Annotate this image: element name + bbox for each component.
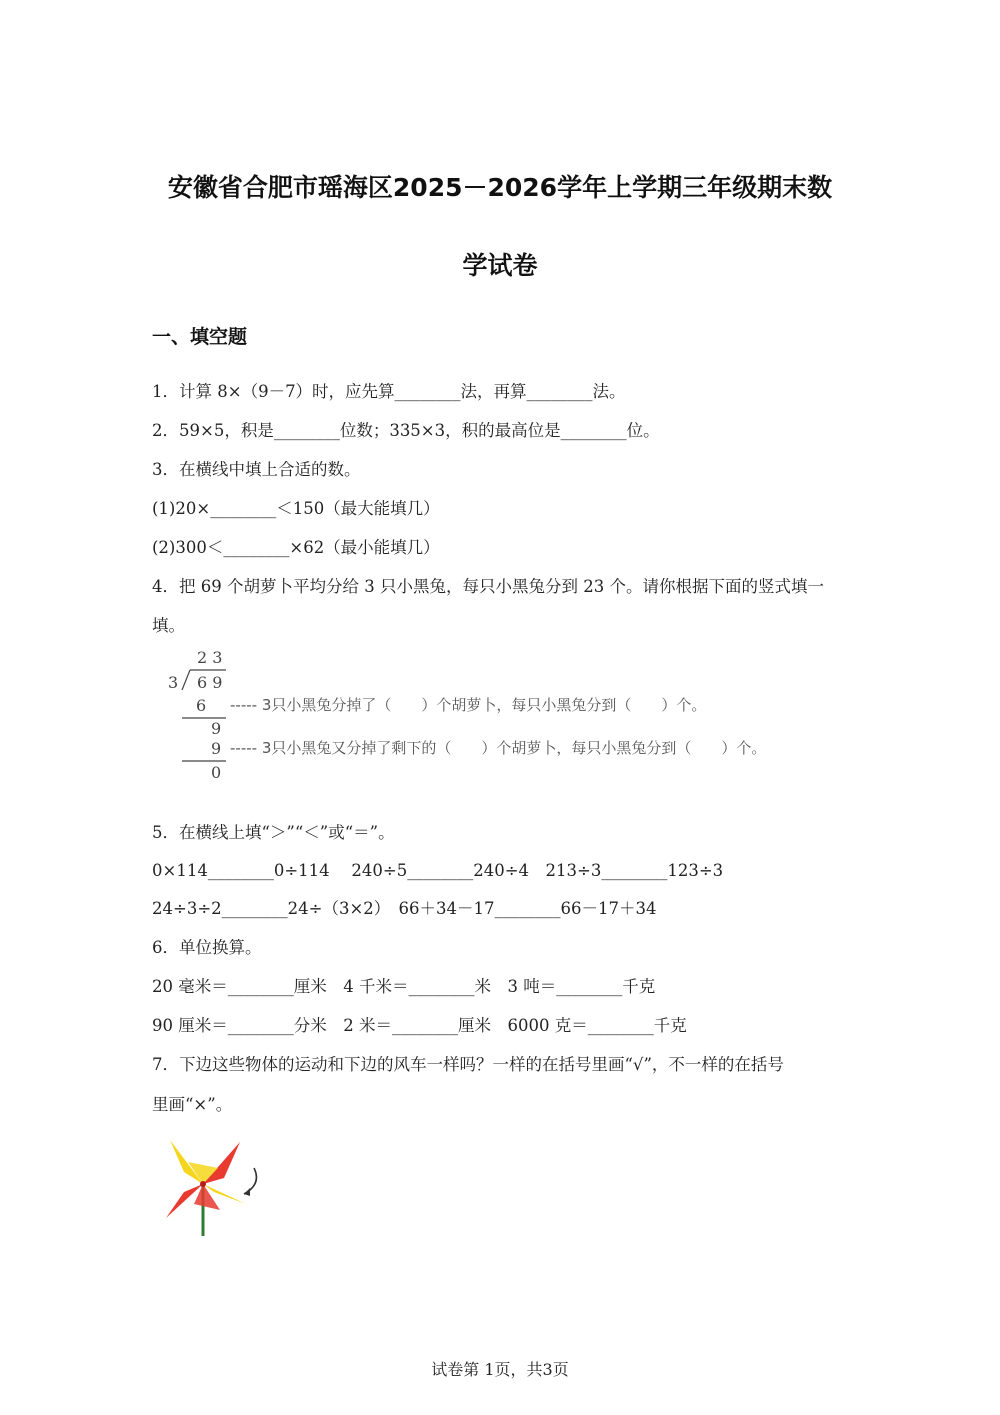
- section-heading-fill-blank: 一、填空题: [152, 326, 248, 348]
- dividend: 6 9: [197, 673, 223, 692]
- page-footer: 试卷第 1页，共3页: [431, 1360, 569, 1379]
- question-7-continued: 里画“×”。: [152, 1095, 233, 1114]
- long-division-figure: [160, 640, 880, 790]
- question-3-part-1: (1)20×________＜150（最大能填几）: [152, 499, 440, 518]
- question-6-row-1: 20 毫米＝________厘米 4 千米＝________米 3 吨＝________千克: [152, 977, 656, 996]
- subtraction-step-2: 9: [211, 739, 222, 758]
- question-1: 1．计算 8×（9－7）时，应先算________法，再算________法。: [152, 382, 626, 401]
- question-6-row-2: 90 厘米＝________分米 2 米＝________厘米 6000 克＝________千克: [152, 1016, 687, 1035]
- question-3: 3．在横线中填上合适的数。: [152, 460, 361, 479]
- final-remainder: 0: [211, 763, 222, 782]
- pinwheel-image: [158, 1132, 268, 1242]
- subtraction-step-1: 6: [196, 696, 207, 715]
- question-3-part-2: (2)300＜________×62（最小能填几）: [152, 538, 440, 557]
- quotient: 2 3: [197, 648, 223, 667]
- question-6: 6．单位换算。: [152, 938, 262, 957]
- division-note-1: ----- 3只小黑兔分掉了（ ）个胡萝卜，每只小黑兔分到（ ）个。: [230, 696, 707, 714]
- question-4-continued: 填。: [152, 616, 185, 635]
- remainder-1: 9: [211, 719, 222, 738]
- question-2: 2．59×5，积是________位数；335×3，积的最高位是________位。: [152, 421, 660, 440]
- exam-title-line2: 学试卷: [462, 251, 538, 280]
- exam-title-line1: 安徽省合肥市瑶海区2025－2026学年上学期三年级期末数: [167, 173, 833, 202]
- divisor: 3: [168, 673, 179, 692]
- question-7: 7．下边这些物体的运动和下边的风车一样吗？一样的在括号里画“√”，不一样的在括号: [152, 1055, 784, 1074]
- question-5-row-1: 0×114________0÷114 240÷5________240÷4 213÷3________123÷3: [152, 861, 724, 880]
- division-note-2: ----- 3只小黑兔又分掉了剩下的（ ）个胡萝卜，每只小黑兔分到（ ）个。: [230, 739, 767, 757]
- question-5: 5．在横线上填“＞”“＜”或“＝”。: [152, 823, 395, 842]
- question-5-row-2: 24÷3÷2________24÷（3×2） 66＋34－17________66－17＋34: [152, 899, 657, 918]
- question-4: 4．把 69 个胡萝卜平均分给 3 只小黑兔，每只小黑兔分到 23 个。请你根据下面的竖式填一: [152, 577, 824, 596]
